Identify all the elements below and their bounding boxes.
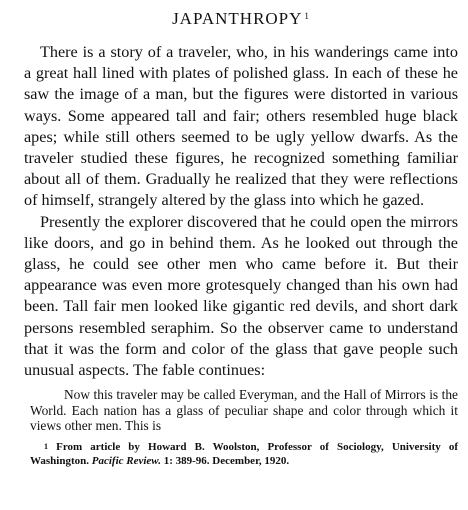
paragraph-2: Presently the explorer discovered that he could open the mirrors like doors, and go in behind them. As he looked out through the glass, he could see other men who came before it. But their appearance was even more grotesquely changed than his own had been. Tall fair men looked like gigantic red devils, and short dark persons resembled seraphim. So the observer came to understand that it was the form and color of the glass that gave people such unusual aspects. The fable continues: [24,212,458,380]
footnote-journal: Pacific Review. [91,455,161,468]
footnote-text-after: 1: 389-96. December, 1920. [163,455,290,468]
title-footnote-marker: 1 [304,11,310,21]
title-text: JAPANTHROPY [172,9,303,28]
footnote-marker: 1 [44,442,48,452]
page-title [24,6,458,32]
paragraph-1: There is a story of a traveler, who, in his wanderings came into a great hall lined with plates of polished glass. In each of these he saw the image of a man, but the figures were distorted in various ways. Some appeared tall and fair; others resembled huge black apes; while still others seemed to be ugly yellow dwarfs. As the traveler studied these figures, he recognized something familiar about all of them. Gradually he realized that they were reflections of himself, strangely altered by the glass into which he gazed. [24,43,458,210]
footnote [24,440,458,468]
document-page [24,0,458,468]
block-quote: Now this traveler may be called Everyman, and the Hall of Mirrors is the World. Each nation has a glass of peculiar shape and color through which it views other men. This is [30,387,458,434]
footnote-text-before: From article by Howard B. Woolston, Professor of Sociology, University of Washington. [30,441,459,468]
